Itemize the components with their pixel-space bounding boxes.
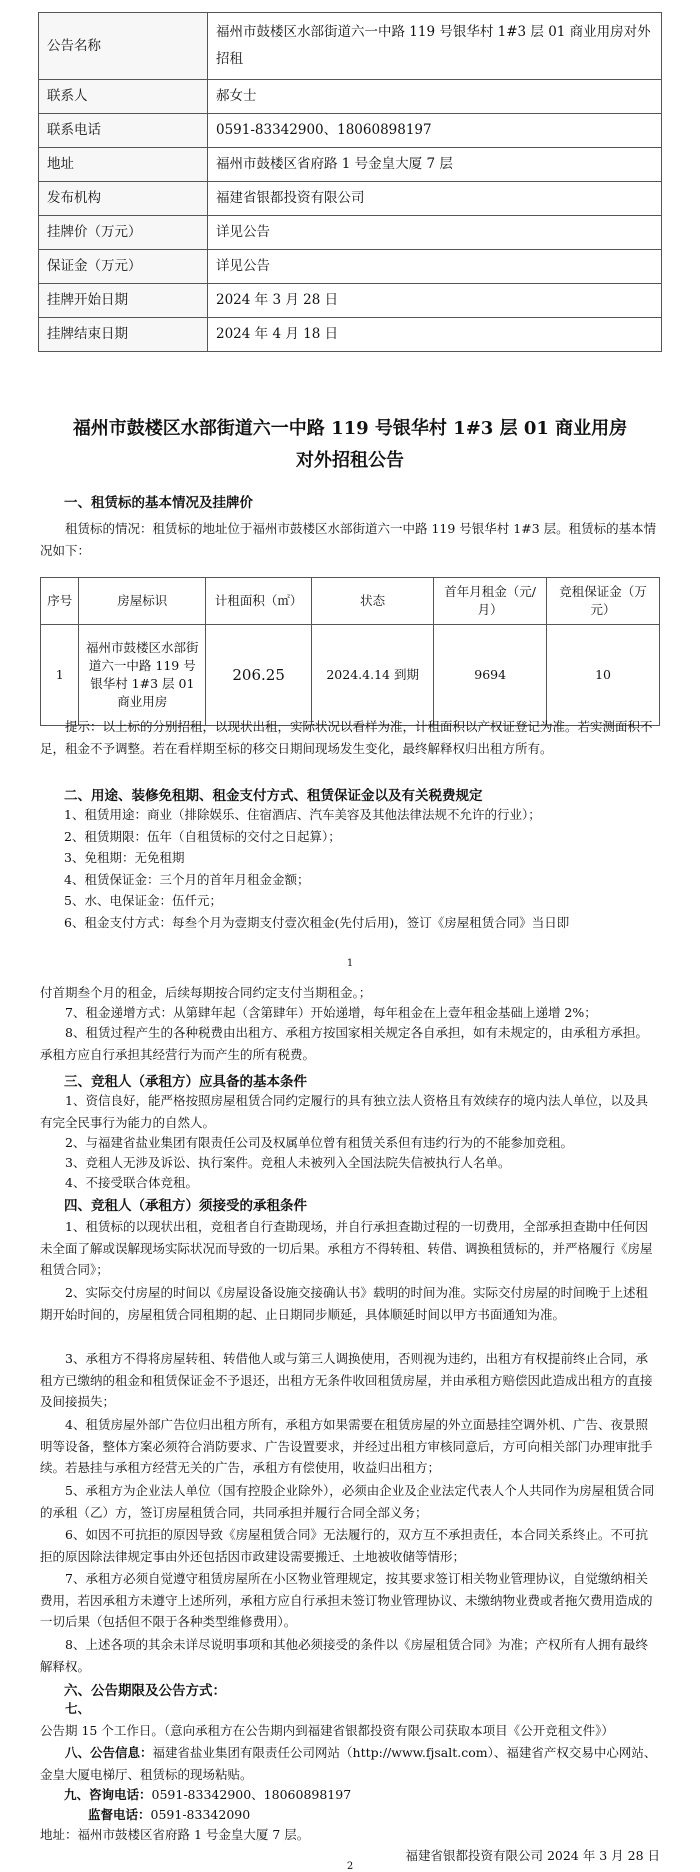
info-label: 发布机构: [39, 182, 208, 216]
signature-date: 2024 年 3 月 28 日: [546, 1848, 660, 1863]
info-label: 联系人: [39, 80, 208, 114]
info-value: 0591-83342900、18060898197: [208, 114, 662, 148]
address-line: 地址：福州市鼓楼区省府路 1 号金皇大厦 7 层。: [40, 1827, 310, 1842]
monitor-phone-label: 监督电话：: [88, 1807, 151, 1822]
section-2-list: [64, 804, 660, 933]
info-value: 2024 年 3 月 28 日: [208, 284, 662, 318]
list-item: 8、租赁过程产生的各种税费由出租方、承租方按国家相关规定各自承担，如有未规定的，由承租方承担。承租方应自行承担其经营行为而产生的所有税费。: [40, 1025, 648, 1062]
col-header-status: 状态: [312, 578, 434, 625]
col-header-rent: 首年月租金（元/月）: [434, 578, 547, 625]
section-7: [40, 1698, 660, 1741]
info-label: 联系电话: [39, 114, 208, 148]
title-line-1: 福州市鼓楼区水部街道六一中路 119 号银华村 1#3 层 01 商业用房: [72, 418, 628, 439]
section-1-intro: 租赁标的情况：租赁标的地址位于福州市鼓楼区水部街道六一中路 119 号银华村 1#3 层。租赁标的基本情况如下：: [40, 521, 657, 558]
list-item: 5、承租方为企业法人单位（国有控股企业除外），必须由企业及企业法定代表人个人共同作为房屋租赁合同的承租（乙）方，签订房屋租赁合同，共同承担并履行合同全部义务；: [40, 1483, 655, 1520]
monitor-phone: [88, 1804, 660, 1826]
list-item: 4、租赁保证金：三个月的首年月租金金额；: [64, 871, 310, 887]
col-header-deposit: 竞租保证金（万元）: [547, 578, 660, 625]
col-header-index: 序号: [41, 578, 79, 625]
info-value: 福建省银都投资有限公司: [208, 182, 662, 216]
section-6-heading: 六、公告期限及公告方式：: [64, 1683, 226, 1699]
section-3-heading: 三、竞租人（承租方）应具备的基本条件: [64, 1074, 307, 1090]
list-item: 3、竞租人无涉及诉讼、执行案件。竞租人未被列入全国法院失信被执行人名单。: [65, 1155, 511, 1170]
info-value: 详见公告: [208, 216, 662, 250]
section-1-note: 提示：以上标的分别招租，以现状出租，实际状况以看样为准，计租面积以产权证登记为准。若实测面积不足，租金不予调整。若在看样期至标的移交日期间现场发生变化，最终解释权归出租方所有。: [40, 719, 653, 756]
title-line-2: 对外招租公告: [296, 450, 404, 471]
info-value: 2024 年 4 月 18 日: [208, 318, 662, 352]
info-label: 挂牌开始日期: [39, 284, 208, 318]
section-4-heading: 四、竞租人（承租方）须接受的承租条件: [64, 1198, 307, 1214]
list-item: 7、租金递增方式：从第肆年起（含第肆年）开始递增，每年租金在上壹年租金基础上递增 2%；: [65, 1005, 597, 1020]
section-8-text: 福建省盐业集团有限责任公司网站（http://www.fjsalt.com）、福建省产权交易中心网站、金皇大厦电梯厅、租赁标的现场粘贴。: [40, 1745, 657, 1782]
list-item: 1、资信良好，能严格按照房屋租赁合同约定履行的具有独立法人资格且有效续存的境内法人单位，以及具有完全民事行为能力的自然人。: [40, 1093, 648, 1130]
signature-block: [405, 1845, 660, 1866]
list-item: 4、租赁房屋外部广告位归出租方所有，承租方如果需要在租赁房屋的外立面悬挂空调外机、广告、夜景照明等设备，整体方案必须符合消防要求、广告设置要求，并经过出租方审核同意后，方可向相关部门办理审批手续。若悬挂与承租方经营无关的广告，承租方有偿使用，收益归出租方；: [40, 1417, 653, 1475]
list-item: 6、租金支付方式：每叁个月为壹期支付壹次租金(先付后用)，签订《房屋租赁合同》当日即: [64, 914, 570, 930]
info-value: 福州市鼓楼区省府路 1 号金皇大厦 7 层: [208, 148, 662, 182]
info-label: 公告名称: [39, 13, 208, 80]
lease-table-header-row: [41, 578, 660, 625]
section-9: [64, 1784, 660, 1806]
cell-index: 1: [41, 625, 79, 726]
list-item: 1、租赁用途：商业（排除娱乐、住宿酒店、汽车美容及其他法律法规不允许的行业）；: [64, 807, 541, 822]
info-value: 郝女士: [208, 80, 662, 114]
cell-deposit: 10: [547, 625, 660, 726]
monitor-phone-value: 0591-83342090: [150, 1807, 251, 1822]
section-8-label: 八、公告信息：: [65, 1745, 153, 1760]
col-header-area: 计租面积（㎡）: [206, 578, 312, 625]
section-7-text: 公告期 15 个工作日。（意向承租方在公告期内到福建省银都投资有限公司获取本项目《公开竞租文件》）: [40, 1722, 614, 1738]
announcement-info-table: [38, 12, 662, 352]
page-number: 1: [346, 958, 354, 969]
section-7-label: 七、: [65, 1701, 91, 1716]
cell-area: 206.25: [206, 625, 312, 726]
table-row: [41, 625, 660, 726]
cell-rent: 9694: [434, 625, 547, 726]
info-value: 详见公告: [208, 250, 662, 284]
info-label: 地址: [39, 148, 208, 182]
cell-property: 福州市鼓楼区水部街道六一中路 119 号银华村 1#3 层 01 商业用房: [79, 625, 206, 726]
cell-status: 2024.4.14 到期: [312, 625, 434, 726]
col-header-property: 房屋标识: [79, 578, 206, 625]
list-item: 1、租赁标的以现状出租，竞租者自行查勘现场，并自行承担查勘过程的一切费用，全部承担查勘中任何因未全面了解或误解现场实际状况而导致的一切后果。承租方不得转租、转借、调换租赁标的，并严格履行《房屋租赁合同》；: [40, 1219, 653, 1277]
list-item: 3、承租方不得将房屋转租、转借他人或与第三人调换使用，否则视为违约，出租方有权提前终止合同，承租方已缴纳的租金和租赁保证金不予退还，出租方无条件收回租赁房屋，并由承租方赔偿因此造成出租方的直接及间接损失；: [40, 1351, 653, 1409]
consult-phone-value: 0591-83342900、18060898197: [151, 1787, 352, 1802]
info-label: 挂牌结束日期: [39, 318, 208, 352]
section-2-continuation: 付首期叁个月的租金，后续每期按合同约定支付当期租金。；: [40, 985, 372, 1000]
list-item: 2、实际交付房屋的时间以《房屋设备设施交接确认书》载明的时间为准。实际交付房屋的时间晚于上述租期开始时间的，房屋租赁合同租期的起、止日期同步顺延，具体顺延时间以甲方书面通知为准。: [40, 1285, 648, 1322]
page-number: 2: [346, 1861, 354, 1872]
info-label: 保证金（万元）: [39, 250, 208, 284]
list-item: 2、租赁期限：伍年（自租赁标的交付之日起算）；: [64, 828, 341, 844]
list-item: 5、水、电保证金：伍仟元；: [64, 893, 222, 908]
section-2-heading: 二、用途、装修免租期、租金支付方式、租赁保证金以及有关税费规定: [64, 788, 483, 804]
list-item: 6、如因不可抗拒的原因导致《房屋租赁合同》无法履行的，双方互不承担责任，本合同关系终止。不可抗拒的原因除法律规定事由外还包括因市政建设需要搬迁、土地被收储等情形；: [40, 1527, 648, 1564]
info-label: 挂牌价（万元）: [39, 216, 208, 250]
section-1-heading: 一、租赁标的基本情况及挂牌价: [64, 495, 253, 511]
signature-org: 福建省银都投资有限公司: [405, 1848, 543, 1863]
list-item: 2、与福建省盐业集团有限责任公司及权属单位曾有租赁关系但有违约行为的不能参加竞租。: [65, 1135, 573, 1150]
lease-table: [40, 577, 660, 726]
document-title: [40, 413, 660, 477]
consult-phone-label: 九、咨询电话：: [64, 1787, 152, 1802]
section-8: [40, 1742, 660, 1785]
list-item: 8、上述各项的其余未详尽说明事项和其他必须接受的条件以《房屋租赁合同》为准；产权所有人拥有最终解释权。: [40, 1637, 648, 1674]
list-item: 4、不接受联合体竞租。: [65, 1175, 198, 1190]
info-value: 福州市鼓楼区水部街道六一中路 119 号银华村 1#3 层 01 商业用房对外招租: [208, 13, 662, 80]
list-item: 7、承租方必须自觉遵守租赁房屋所在小区物业管理规定，按其要求签订相关物业管理协议，自觉缴纳相关费用，若因承租方未遵守上述所列，承租方应自行承担未签订物业管理协议、未缴纳物业费或者拖欠费用造成的一切后果（包括但不限于各种类型维修费用）。: [40, 1571, 653, 1629]
list-item: 3、免租期：无免租期: [64, 850, 185, 865]
